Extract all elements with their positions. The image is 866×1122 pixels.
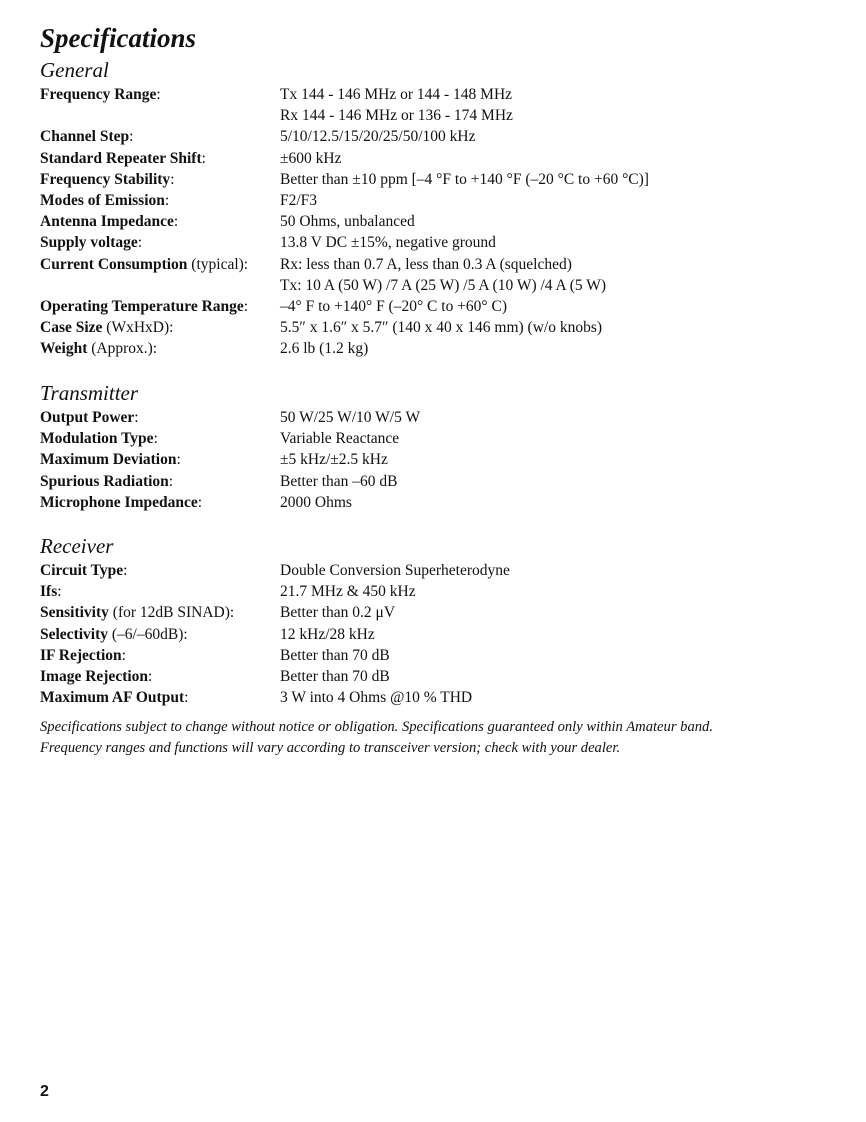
spec-label: Channel Step	[40, 128, 130, 146]
spec-label: Frequency Range	[40, 86, 157, 103]
spec-label-suffix: :	[170, 170, 175, 188]
spec-label: Operating Temperature Range	[40, 297, 244, 315]
spec-label: Case Size	[40, 319, 103, 337]
spec-value: ±600 kHz	[280, 149, 342, 167]
spec-value: Variable Reactance	[280, 430, 400, 448]
spec-label-suffix: :	[153, 430, 158, 448]
spec-row-modes-of-emission	[40, 190, 840, 211]
disclaimer	[40, 717, 830, 759]
disclaimer-line: Frequency ranges and functions will vary according to transceiver version; check with your dealer.	[40, 740, 621, 756]
spec-row-case-size	[40, 317, 840, 338]
spec-row-weight	[40, 338, 840, 359]
spec-row-if-rejection	[40, 645, 840, 666]
spec-label: Current Consumption	[40, 255, 188, 273]
spec-list-general	[40, 84, 840, 359]
spec-label: Sensitivity	[40, 604, 109, 622]
spec-value: 5/10/12.5/15/20/25/50/100 kHz	[280, 128, 476, 146]
spec-label-suffix: :	[137, 234, 143, 252]
spec-value: Better than –60 dB	[280, 472, 398, 490]
spec-value: 2000 Ohms	[280, 493, 352, 511]
spec-value: Better than 0.2 μV	[280, 604, 396, 622]
spec-label: Weight	[40, 340, 88, 358]
spec-row-antenna-impedance	[40, 211, 840, 232]
section-heading-receiver: Receiver	[40, 534, 114, 558]
spec-row-spurious-radiation	[40, 471, 840, 492]
spec-value	[280, 254, 840, 296]
spec-value: 12 kHz/28 kHz	[280, 625, 375, 643]
spec-label: Standard Repeater Shift	[40, 149, 202, 167]
spec-value: Better than 70 dB	[280, 646, 390, 664]
spec-label: Maximum Deviation	[40, 451, 177, 469]
spec-row-output-power	[40, 407, 840, 428]
spec-value-line: Rx 144 - 146 MHz or 136 - 174 MHz	[280, 107, 513, 125]
spec-label: Spurious Radiation	[40, 472, 169, 490]
spec-row-current-consumption	[40, 254, 840, 296]
spec-label-suffix: :	[168, 472, 174, 490]
spec-label: Output Power	[40, 409, 135, 426]
spec-list-transmitter	[40, 407, 840, 513]
spec-row-image-rejection	[40, 666, 840, 687]
spec-value: –4° F to +140° F (–20° C to +60° C)	[280, 297, 508, 315]
spec-label-suffix: :	[148, 667, 153, 685]
spec-row-ifs	[40, 581, 840, 602]
spec-value: ±5 kHz/±2.5 kHz	[280, 451, 388, 469]
spec-value: F2/F3	[280, 191, 318, 209]
spec-row-operating-temperature	[40, 296, 840, 317]
page-number: 2	[40, 1083, 49, 1100]
section-heading-general: General	[40, 58, 109, 82]
spec-list-receiver	[40, 560, 840, 708]
spec-label: Maximum AF Output	[40, 689, 185, 707]
spec-label-suffix: :	[121, 646, 126, 664]
spec-label: Modes of Emission	[40, 191, 165, 209]
spec-label: Supply voltage	[40, 234, 138, 252]
spec-value: 2.6 lb (1.2 kg)	[280, 340, 369, 358]
spec-label: Ifs	[40, 583, 58, 601]
spec-label-suffix: :	[176, 451, 181, 469]
spec-label-suffix: :	[123, 562, 128, 579]
spec-value: Better than ±10 ppm [–4 °F to +140 °F (–20 °C to +60 °C)]	[280, 170, 649, 188]
spec-row-modulation-type	[40, 428, 840, 449]
spec-label-suffix: (–6/–60dB):	[108, 625, 188, 643]
spec-label-suffix: :	[57, 583, 62, 601]
spec-label-suffix: (Approx.):	[87, 340, 158, 358]
spec-row-channel-step	[40, 126, 840, 147]
spec-label-suffix: :	[164, 191, 170, 209]
spec-row-repeater-shift	[40, 148, 840, 169]
spec-label: IF Rejection	[40, 646, 122, 664]
spec-row-sensitivity	[40, 602, 840, 623]
spec-value: 50 W/25 W/10 W/5 W	[280, 409, 421, 426]
spec-value: 50 Ohms, unbalanced	[280, 213, 415, 231]
spec-label: Modulation Type	[40, 430, 154, 448]
spec-value-line: Rx: less than 0.7 A, less than 0.3 A (squelched)	[280, 255, 572, 273]
spec-value: 21.7 MHz & 450 kHz	[280, 583, 416, 601]
spec-value: 5.5″ x 1.6″ x 5.7″ (140 x 40 x 146 mm) (w/o knobs)	[280, 319, 603, 337]
spec-label-suffix: (typical):	[187, 255, 249, 273]
spec-label-suffix: :	[134, 409, 139, 426]
spec-row-max-af-output	[40, 687, 840, 708]
spec-value: Better than 70 dB	[280, 667, 390, 685]
page-title: Specifications	[40, 23, 196, 53]
spec-label-suffix: :	[156, 86, 161, 103]
spec-label-suffix: (WxHxD):	[102, 319, 174, 337]
spec-row-microphone-impedance	[40, 492, 840, 513]
spec-value: Double Conversion Superheterodyne	[280, 562, 510, 579]
spec-label: Frequency Stability	[40, 170, 171, 188]
spec-row-frequency-stability	[40, 169, 840, 190]
spec-label-suffix: (for 12dB SINAD):	[108, 604, 235, 622]
spec-label-suffix: :	[173, 213, 179, 231]
spec-row-supply-voltage	[40, 232, 840, 253]
spec-label: Microphone Impedance	[40, 493, 198, 511]
spec-value: 3 W into 4 Ohms @10 % THD	[280, 689, 473, 707]
spec-value-line: Tx 144 - 146 MHz or 144 - 148 MHz	[280, 86, 513, 103]
section-heading-transmitter: Transmitter	[40, 381, 139, 405]
spec-row-circuit-type	[40, 560, 840, 581]
spec-label-suffix: :	[129, 128, 134, 146]
spec-label-suffix: :	[184, 689, 189, 707]
spec-row-maximum-deviation	[40, 449, 840, 470]
spec-row-frequency-range	[40, 84, 840, 126]
spec-label-suffix: :	[243, 297, 249, 315]
spec-value: 13.8 V DC ±15%, negative ground	[280, 234, 496, 252]
spec-label-suffix: :	[201, 149, 206, 167]
spec-label: Image Rejection	[40, 667, 149, 685]
spec-label: Circuit Type	[40, 562, 124, 579]
spec-label-suffix: :	[197, 493, 203, 511]
spec-label: Selectivity	[40, 625, 109, 643]
spec-row-selectivity	[40, 624, 840, 645]
disclaimer-line: Specifications subject to change without notice or obligation. Specifications guaranteed only within Amateur band.	[40, 719, 713, 735]
spec-value	[280, 84, 840, 126]
spec-label: Antenna Impedance	[40, 213, 174, 231]
spec-value-line: Tx: 10 A (50 W) /7 A (25 W) /5 A (10 W) /4 A (5 W)	[280, 276, 607, 294]
